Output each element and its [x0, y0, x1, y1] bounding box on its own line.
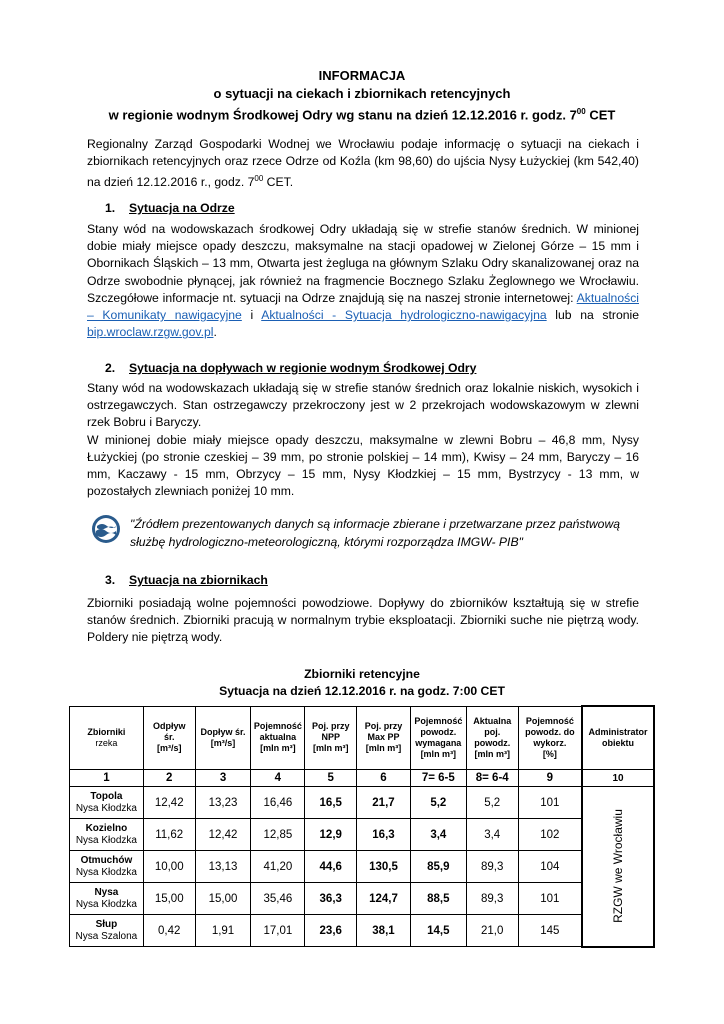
- outflow-cell: 12,42: [143, 787, 195, 819]
- header-reservoir: Zbiorniki rzeka: [70, 706, 144, 770]
- intro-paragraph: Regionalny Zarząd Gospodarki Wodnej we Wrocławiu podaje informację o sytuacji na ciekach i zbiornikach retencyjnych oraz rzece Odrze od Koźla (km 98,60) do ujścia Nysy Łużyckiej (km 542,40) na dzień 12.12.2016 r., godz. $7^{00}$ CET.: [87, 137, 639, 190]
- header-outflow: Odpływ śr. [m³/s]: [143, 706, 195, 770]
- source-quote: "Źródłem prezentowanych danych są informacje zbierane i przetwarzane przez państwową służbę hydrologiczno-meteorologiczną, którymi rozporządza IMGW- PIB": [130, 517, 621, 549]
- table-row: [70, 787, 655, 819]
- npp-cell: 16,5: [305, 787, 357, 819]
- maxpp-cell: 38,1: [357, 915, 411, 947]
- required-cell: 3,4: [410, 819, 466, 851]
- header-maxpp-capacity: Poj. przy Max PP [mln m³]: [357, 706, 411, 770]
- table-header-row: [70, 706, 655, 770]
- actual-cell: 21,0: [466, 915, 518, 947]
- table-row: [70, 915, 655, 947]
- inflow-cell: 12,42: [195, 819, 251, 851]
- table-row: [70, 851, 655, 883]
- header-inflow: Dopływ śr. [m³/s]: [195, 706, 251, 770]
- section-1-paragraph: Stany wód na wodowskazach środkowej Odry układają się w strefie stanów średnich. W minionej dobie miały miejsce opady deszczu, maksymalne na stacji opadowej w Zielonej Górze – 15 mm i Obornikach Śląskich – 13 mm, Otwarta jest żegluga na głównym Szlaku Odry skanalizowanej oraz na Odrze swobodnie płynącej, jak również na fragmencie Bocznego Szlaku Żeglownego we Wrocławiu. Szczegółowe informacje nt. sytuacji na Odrze znajdują się na naszej stronie internetowej: Aktualności – Komunikaty nawigacyjne i Aktualności - Sytuacja hydrologiczno-nawigacyjna lub na stronie bip.wroclaw.rzgw.gov.pl.: [87, 222, 640, 340]
- current-cell: 17,01: [251, 915, 305, 947]
- actual-cell: 89,3: [466, 883, 518, 915]
- percent-cell: 104: [518, 851, 582, 883]
- inflow-cell: 13,23: [195, 787, 251, 819]
- maxpp-cell: 130,5: [357, 851, 411, 883]
- header-actual-flood-capacity: Aktualna poj. powodz. [mln m³]: [466, 706, 518, 770]
- header-npp-capacity: Poj. przy NPP [mln m³]: [305, 706, 357, 770]
- col-number: 8= 6-4: [466, 770, 518, 787]
- required-cell: 88,5: [410, 883, 466, 915]
- outflow-cell: 15,00: [143, 883, 195, 915]
- section-1-heading: 1. Sytuacja na Odrze: [105, 201, 235, 215]
- col-number: 6: [357, 770, 411, 787]
- reservoir-name-cell: Nysa Nysa Kłodzka: [70, 883, 144, 915]
- percent-cell: 145: [518, 915, 582, 947]
- col-number: 5: [305, 770, 357, 787]
- header-required-flood-capacity: Pojemność powodz. wymagana [mln m³]: [410, 706, 466, 770]
- current-cell: 16,46: [251, 787, 305, 819]
- link-sytuacja-hydrologiczno-nawigacyjna[interactable]: Aktualności - Sytuacja hydrologiczno-nawigacyjna: [261, 308, 547, 323]
- reservoir-name-cell: Kozielno Nysa Kłodzka: [70, 819, 144, 851]
- maxpp-cell: 16,3: [357, 819, 411, 851]
- col-number: 3: [195, 770, 251, 787]
- header-current-capacity: Pojemność aktualna [mln m³]: [251, 706, 305, 770]
- col-number: 9: [518, 770, 582, 787]
- actual-cell: 3,4: [466, 819, 518, 851]
- link-komunikaty-nawigacyjne[interactable]: Aktualności – Komunikaty nawigacyjne: [87, 290, 639, 323]
- col-number: 10: [582, 770, 654, 787]
- table-column-numbers: [70, 770, 655, 787]
- section-3-paragraph: Zbiorniki posiadają wolne pojemności powodziowe. Dopływy do zbiorników kształtują się w strefie stanów średnich. Zbiorniki pracują w normalnym trybie eksploatacji. Zbiorniki suche nie piętrzą wody. Poldery nie piętrzą wody.: [87, 596, 639, 645]
- current-cell: 35,46: [251, 883, 305, 915]
- maxpp-cell: 21,7: [357, 787, 411, 819]
- section-2-heading: 2. Sytuacja na dopływach w regionie wodnym Środkowej Odry: [105, 361, 477, 375]
- percent-cell: 101: [518, 787, 582, 819]
- document-subtitle: o sytuacji na ciekach i zbiornikach retencyjnych: [213, 86, 511, 101]
- reservoir-table: [69, 705, 655, 948]
- inflow-cell: 1,91: [195, 915, 251, 947]
- section-2-paragraph: Stany wód na wodowskazach układają się w strefie stanów średnich oraz lokalnie niskich, wysokich i ostrzegawczych. Stan ostrzegawczy przekroczony jest w 2 przekrojach wodowskazowym w zlewni rzek Bobru i Baryczy. W minionej dobie miały miejsce opady deszczu, maksymalne w zlewni Bobru – 46,8 mm, Nysy Łużyckiej (po stronie czeskiej – 39 mm, po stronie polskiej – 14 mm), Kwisy – 24 mm, Baryczy – 16 mm, Kaczawy - 15 mm, Obrzycy – 15 mm, Nysy Kłodzkiej – 15 mm, Bystrzycy - 13 mm, w pozostałych zlewniach poniżej 10 mm.: [87, 381, 639, 499]
- percent-cell: 101: [518, 883, 582, 915]
- npp-cell: 36,3: [305, 883, 357, 915]
- current-cell: 12,85: [251, 819, 305, 851]
- maxpp-cell: 124,7: [357, 883, 411, 915]
- link-bip[interactable]: bip.wroclaw.rzgw.gov.pl: [87, 325, 214, 340]
- reservoir-name-cell: Słup Nysa Szalona: [70, 915, 144, 947]
- col-number: 1: [70, 770, 144, 787]
- section-3-heading: 3. Sytuacja na zbiornikach: [105, 573, 268, 587]
- table-caption-date: Sytuacja na dzień 12.12.2016 r. na godz. 7:00 CET: [219, 684, 505, 698]
- table-row: [70, 819, 655, 851]
- actual-cell: 89,3: [466, 851, 518, 883]
- document-subtitle-date: w regionie wodnym Środkowej Odry wg stanu na dzień 12.12.2016 r. godz. $7^{00}$ CET: [108, 107, 616, 123]
- percent-cell: 102: [518, 819, 582, 851]
- actual-cell: 5,2: [466, 787, 518, 819]
- required-cell: 85,9: [410, 851, 466, 883]
- inflow-cell: 15,00: [195, 883, 251, 915]
- imgw-logo-icon: [91, 514, 121, 544]
- outflow-cell: 0,42: [143, 915, 195, 947]
- col-number: 2: [143, 770, 195, 787]
- administrator-cell: RZGW we Wrocławiu: [582, 787, 654, 947]
- npp-cell: 44,6: [305, 851, 357, 883]
- reservoir-name-cell: Otmuchów Nysa Kłodzka: [70, 851, 144, 883]
- col-number: 7= 6-5: [410, 770, 466, 787]
- npp-cell: 12,9: [305, 819, 357, 851]
- required-cell: 5,2: [410, 787, 466, 819]
- required-cell: 14,5: [410, 915, 466, 947]
- outflow-cell: 10,00: [143, 851, 195, 883]
- current-cell: 41,20: [251, 851, 305, 883]
- reservoir-name-cell: Topola Nysa Kłodzka: [70, 787, 144, 819]
- header-administrator: Administrator obiektu: [582, 706, 654, 770]
- npp-cell: 23,6: [305, 915, 357, 947]
- col-number: 4: [251, 770, 305, 787]
- table-caption-title: Zbiorniki retencyjne: [304, 667, 420, 681]
- table-row: [70, 883, 655, 915]
- outflow-cell: 11,62: [143, 819, 195, 851]
- inflow-cell: 13,13: [195, 851, 251, 883]
- document-title: INFORMACJA: [318, 68, 406, 83]
- header-flood-capacity-percent: Pojemność powodz. do wykorz. [%]: [518, 706, 582, 770]
